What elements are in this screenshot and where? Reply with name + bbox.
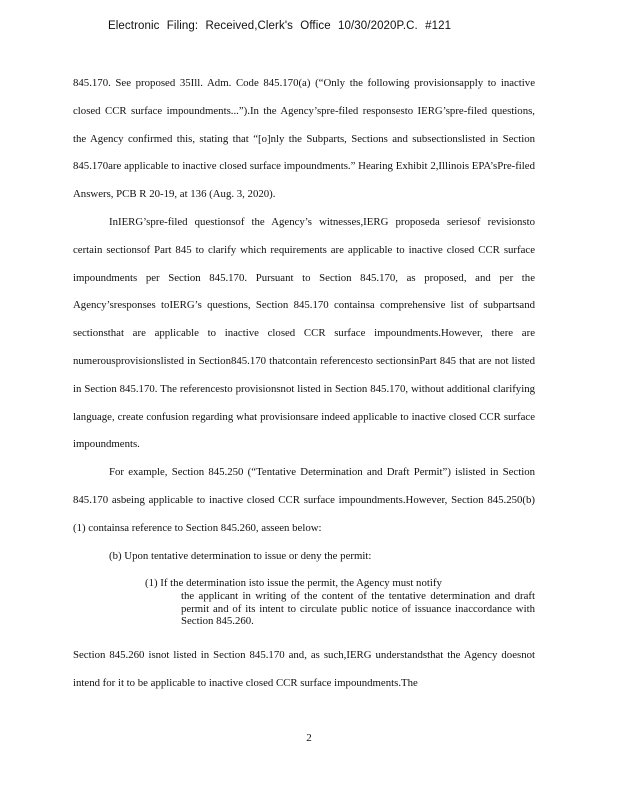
quote-item-1-continuation: the applicant in writing of the content of the tentative determination and draft permit and of its intent to circulate public notice of issuance inaccordance with Section 845.260. [181,589,535,628]
document-body [73,70,535,697]
quote-item-1 [145,570,535,641]
paragraph-2: InIERG’spre-filed questionsof the Agency’s witnesses,IERG proposeda seriesof revisionsto certain sectionsof Part 845 to clarify which requirements are applicable to inactive closed CCR surface impoundments per Section 845.170. Pursuant to Section 845.170, as proposed, and per the Agency’sresponses toIERG’s questions, Section 845.170 containsa comprehensive list of subpartsand sectionsthat are applicable to inactive closed CCR surface impoundments.However, there are numerousprovisionslisted in Section845.170 thatcontain referencesto sectionsinPart 845 that are not listed in Section 845.170. The referencesto provisionsnot listed in Section 845.170, without additional clarifying language, create confusion regarding what provisionsare indeed applicable to inactive closed CCR surface impoundments. [73,215,535,451]
quote-item-1-lead: (1) If the determination isto issue the permit, the Agency must notify [145,577,442,590]
closing-paragraph: Section 845.260 isnot listed in Section 845.170 and, as such,IERG understandsthat the Agency doesnot intend for it to be applicable to inactive closed CCR surface impoundments.The [73,648,535,689]
filing-header: Electronic Filing: Received,Clerk's Office 10/30/2020P.C. #121 [108,20,452,32]
paragraph-3: For example, Section 845.250 (“Tentative Determination and Draft Permit”) islisted in Section 845.170 asbeing applicable to inactive closed CCR surface impoundments.However, Section 845.250(b)(1) containsa reference to Section 845.260, asseen below: [73,466,535,534]
paragraph-1: 845.170. See proposed 35Ill. Adm. Code 845.170(a) (“Only the following provisionsapply to inactive closed CCR surface impoundments...”).In the Agency’spre-filed responsesto IERG’spre-filed questions, the Agency confirmed this, stating that “[o]nly the Subparts, Sections and subsectionslisted in Section 845.170are applicable to inactive closed surface impoundments.” Hearing Exhibit 2,Illinois EPA’sPre-filed Answers, PCB R 20-19, at 136 (Aug. 3, 2020). [73,77,535,201]
quote-item-b: (b) Upon tentative determination to issue or deny the permit: [109,549,372,562]
page-number: 2 [306,732,312,744]
